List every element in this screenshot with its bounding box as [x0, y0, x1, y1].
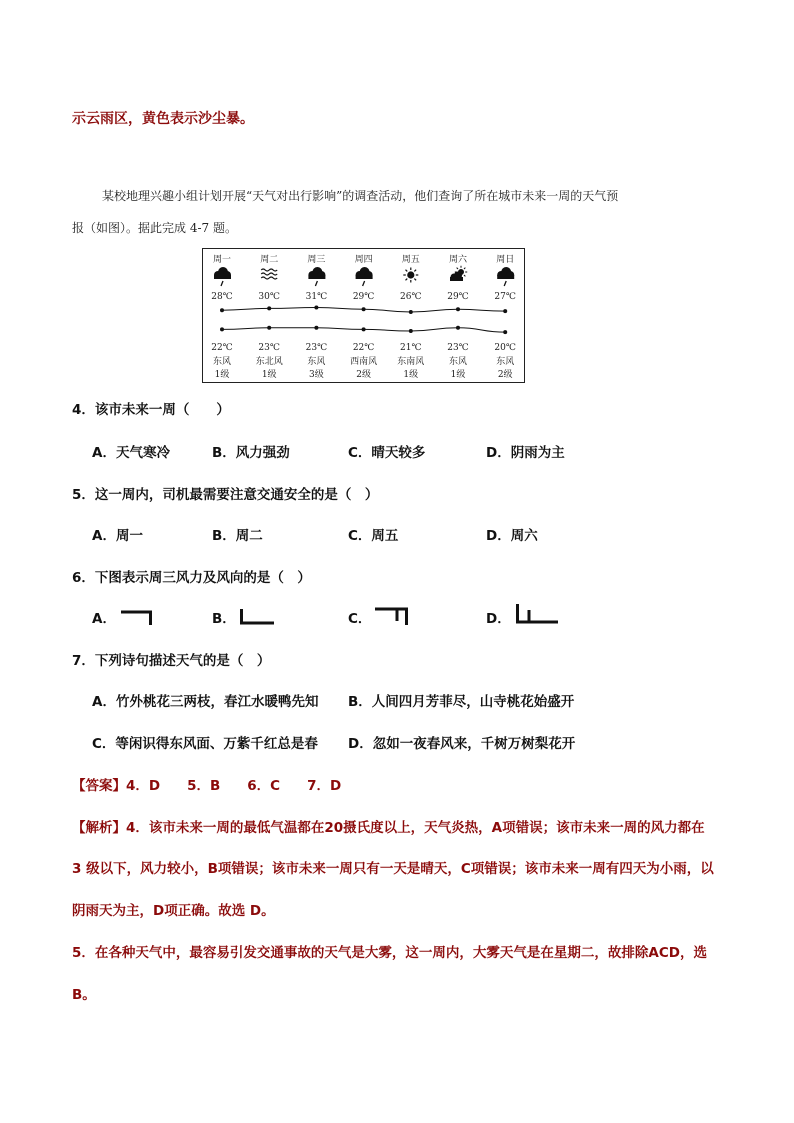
q4-option-b[interactable]: B．风力强劲: [212, 445, 290, 461]
high-temp-label: 31℃: [305, 292, 328, 302]
cloud-rain-icon: [356, 267, 373, 286]
wind-direction-label: 西南风: [350, 357, 378, 367]
high-temp-line-point: [456, 307, 460, 311]
answer-text: 4．D 5．B 6．C 7．D: [126, 778, 342, 794]
q6-option-d[interactable]: D．: [486, 611, 511, 627]
weather-forecast-figure: [202, 248, 525, 383]
high-temp-line-point: [220, 308, 224, 312]
analysis-text-1: 4．该市未来一周的最低气温都在20摄氏度以上，天气炎热，A项错误；该市未来一周的风力都在: [126, 820, 705, 836]
high-temp-line-point: [362, 307, 366, 311]
answer-line: [72, 774, 341, 794]
high-temp-label: 28℃: [211, 292, 233, 302]
high-temp-label: 29℃: [447, 292, 469, 302]
wind-level-label: 1级: [214, 370, 230, 380]
fog-icon: [261, 269, 277, 279]
low-temp-line-point: [220, 327, 224, 331]
analysis-line-5: B。: [72, 987, 96, 1003]
q4-option-c[interactable]: C．晴天较多: [348, 445, 426, 461]
high-temp-label: 26℃: [400, 292, 422, 302]
cloud-rain-icon: [497, 267, 514, 286]
day-label: 周五: [401, 255, 420, 265]
day-label: 周一: [212, 255, 232, 265]
day-label: 周三: [307, 255, 326, 265]
low-temp-label: 21℃: [400, 343, 422, 353]
wind-direction-label: 东南风: [397, 357, 425, 367]
high-temp-line-point: [503, 309, 507, 313]
wind-direction-label: 东风: [307, 357, 326, 367]
wind-level-label: 3级: [309, 370, 324, 380]
low-temp-label: 23℃: [258, 343, 280, 353]
low-temp-line-point: [409, 329, 413, 333]
q5-option-c[interactable]: C．周五: [348, 528, 399, 544]
q4-stem: 4．该市未来一周（ ）: [72, 402, 230, 418]
wind-direction-label: 东风: [212, 357, 232, 367]
q4-option-a[interactable]: A．天气寒冷: [92, 445, 170, 461]
low-temp-label: 23℃: [447, 343, 469, 353]
q7-option-b[interactable]: B．人间四月芳菲尽，山寺桃花始盛开: [348, 694, 575, 710]
intro-tail: 示云雨区，黄色表示沙尘暴。: [72, 111, 254, 127]
analysis-line-1: [72, 816, 705, 836]
analysis-line-4: 5．在各种天气中，最容易引发交通事故的天气是大雾，这一周内，大雾天气是在星期二，故排除ACD，选: [72, 945, 707, 961]
answer-label: 【答案】: [72, 778, 126, 794]
q7-stem: 7．下列诗句描述天气的是（ ）: [72, 653, 271, 669]
passage-line-2: 报（如图）。据此完成 4-7 题。: [72, 221, 237, 235]
low-temp-line-point: [456, 326, 460, 330]
q5-stem: 5．这一周内，司机最需要注意交通安全的是（ ）: [72, 487, 379, 503]
q5-option-b[interactable]: B．周二: [212, 528, 263, 544]
day-label: 周二: [260, 255, 279, 265]
low-temp-label: 22℃: [211, 343, 233, 353]
wind-level-label: 2级: [356, 370, 371, 380]
low-temp-label: 20℃: [494, 343, 516, 353]
wind-direction-label: 东风: [448, 357, 468, 367]
high-temp-label: 30℃: [258, 292, 280, 302]
high-temp-line-point: [409, 310, 413, 314]
partly-cloudy-icon: [450, 266, 467, 281]
wind-symbol-c-icon: [374, 603, 410, 627]
q7-option-c[interactable]: C．等闲识得东风面、万紫千红总是春: [92, 736, 318, 752]
low-temp-line-point: [362, 327, 366, 331]
wind-level-label: 1级: [403, 370, 419, 380]
high-temp-label: 27℃: [494, 292, 516, 302]
wind-level-label: 2级: [497, 370, 513, 380]
q6-option-b[interactable]: B．: [212, 611, 236, 627]
day-label: 周四: [354, 255, 373, 265]
low-temp-label: 22℃: [352, 343, 375, 353]
passage-line-1: 某校地理兴趣小组计划开展“天气对出行影响”的调查活动，他们查询了所在城市未来一周的天气预: [102, 189, 619, 203]
wind-symbol-a-icon: [120, 605, 154, 627]
wind-level-label: 1级: [261, 370, 277, 380]
wind-direction-label: 东风: [496, 357, 515, 367]
q6-option-c[interactable]: C．: [348, 611, 372, 627]
q6-stem: 6．下图表示周三风力及风向的是（ ）: [72, 570, 311, 586]
low-temp-line-point: [503, 330, 507, 334]
q7-option-a[interactable]: A．竹外桃花三两枝，春江水暖鸭先知: [92, 694, 319, 710]
wind-direction-label: 东北风: [255, 357, 283, 367]
low-temp-label: 23℃: [305, 343, 328, 353]
analysis-line-3: 阴雨天为主，D项正确。故选 D。: [72, 903, 275, 919]
q6-option-a[interactable]: A．: [92, 611, 116, 627]
sun-icon: [403, 268, 418, 283]
low-temp-line-point: [314, 326, 318, 330]
analysis-label: 【解析】: [72, 820, 126, 836]
q5-option-a[interactable]: A．周一: [92, 528, 143, 544]
day-label: 周日: [496, 255, 515, 265]
wind-symbol-d-icon: [514, 600, 560, 626]
high-temp-line-point: [314, 306, 318, 310]
high-temp-label: 29℃: [352, 292, 375, 302]
high-temp-line-point: [267, 306, 271, 310]
cloud-rain-icon: [308, 267, 325, 286]
q4-option-d[interactable]: D．阴雨为主: [486, 445, 565, 461]
wind-level-label: 1级: [450, 370, 466, 380]
low-temp-line-point: [267, 326, 271, 330]
wind-symbol-b-icon: [238, 605, 276, 627]
q7-option-d[interactable]: D．忽如一夜春风来，千树万树梨花开: [348, 736, 576, 752]
day-label: 周六: [448, 255, 468, 265]
analysis-line-2: 3 级以下，风力较小，B项错误；该市未来一周只有一天是晴天，C项错误；该市未来一周有四天为小雨，以: [72, 861, 714, 877]
q5-option-d[interactable]: D．周六: [486, 528, 538, 544]
cloud-rain-icon: [214, 267, 231, 286]
